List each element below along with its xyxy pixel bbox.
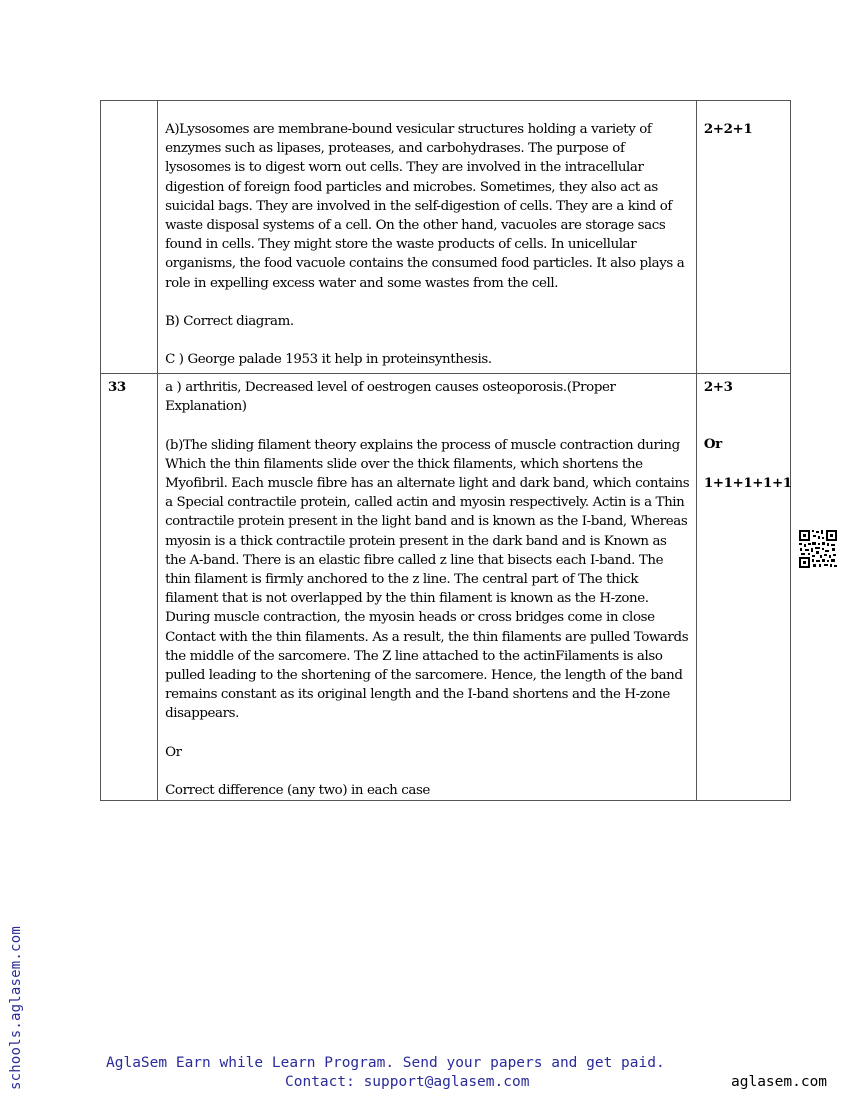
answer-paragraph: a ) arthritis, Decreased level of oestrogen causes osteoporosis.(Proper Explanation): [165, 380, 616, 415]
table-row: [101, 374, 791, 801]
marks-cell: [696, 101, 790, 374]
answer-paragraph: A)Lysosomes are membrane-bound vesicular structures holding a variety of enzymes such as lipases, proteases, and carbohydrases. The purpose of lysosomes is to digest worn out cells. They are involved in the intracellular digestion of foreign food particles and microbes. Sometimes, they also act as suicidal bags. They are involved in the self-digestion of cells. They are a kind of waste disposal systems of a cell. On the other hand, vacuoles are storage sacs found in cells. They might store the waste products of cells. In unicellular organisms, the food vacuole contains the consumed food particles. It also plays a role in expelling excess water and some wastes from the cell.: [165, 122, 685, 291]
answer-cell: [158, 374, 697, 801]
question-number-cell: [101, 101, 158, 374]
answer-cell: [158, 101, 697, 374]
question-number-cell: [101, 374, 158, 801]
qr-code-icon: [798, 529, 838, 569]
marks-value: Or: [703, 436, 722, 453]
table-row: [101, 101, 791, 374]
answer-paragraph: Correct difference (any two) in each case: [165, 782, 430, 798]
marks-value: 2+3: [703, 379, 733, 396]
footer-contact-text: Contact: support@aglasem.com: [285, 1074, 530, 1090]
footer-promo-text: AglaSem Earn while Learn Program. Send your papers and get paid.: [106, 1055, 665, 1071]
marks-cell: [696, 374, 790, 801]
answer-paragraph: (b)The sliding filament theory explains the process of muscle contraction during Which the thin filaments slide over the thick filaments, which shortens the Myofibril. Each muscle fibre has an alternate light and dark band, which contains a Special contractile protein, called actin and myosin respectively. Actin is a Thin contractile protein present in the light band and is known as the I-band, Whereas myosin is a thick contractile protein present in the dark band and is Known as the A-band. There is an elastic fibre called z line that bisects each I-band. The thin filament is firmly anchored to the z line. The central part of The thick filament that is not overlapped by the thin filament is known as the H-zone. During muscle contraction, the myosin heads or cross bridges come in close Contact with the thin filaments. As a result, the thin filaments are pulled Towards the middle of the sarcomere. The Z line attached to the actinFilaments is also pulled leading to the shortening of the sarcomere. Hence, the length of the band remains constant as its original length and the I-band shortens and the H-zone disappears.: [165, 437, 690, 722]
marks-value: 2+2+1: [703, 121, 753, 137]
answer-table: [100, 100, 791, 801]
answer-paragraph: Or: [165, 744, 182, 760]
vertical-watermark: schools.aglasem.com: [8, 926, 24, 1090]
marks-value: 1+1+1+1+1: [703, 474, 792, 491]
answer-paragraph: C ) George palade 1953 it help in proteinsynthesis.: [165, 352, 492, 368]
question-number: 33: [108, 379, 126, 396]
footer-site-name: aglasem.com: [731, 1074, 828, 1090]
answer-paragraph: B) Correct diagram.: [165, 313, 294, 329]
